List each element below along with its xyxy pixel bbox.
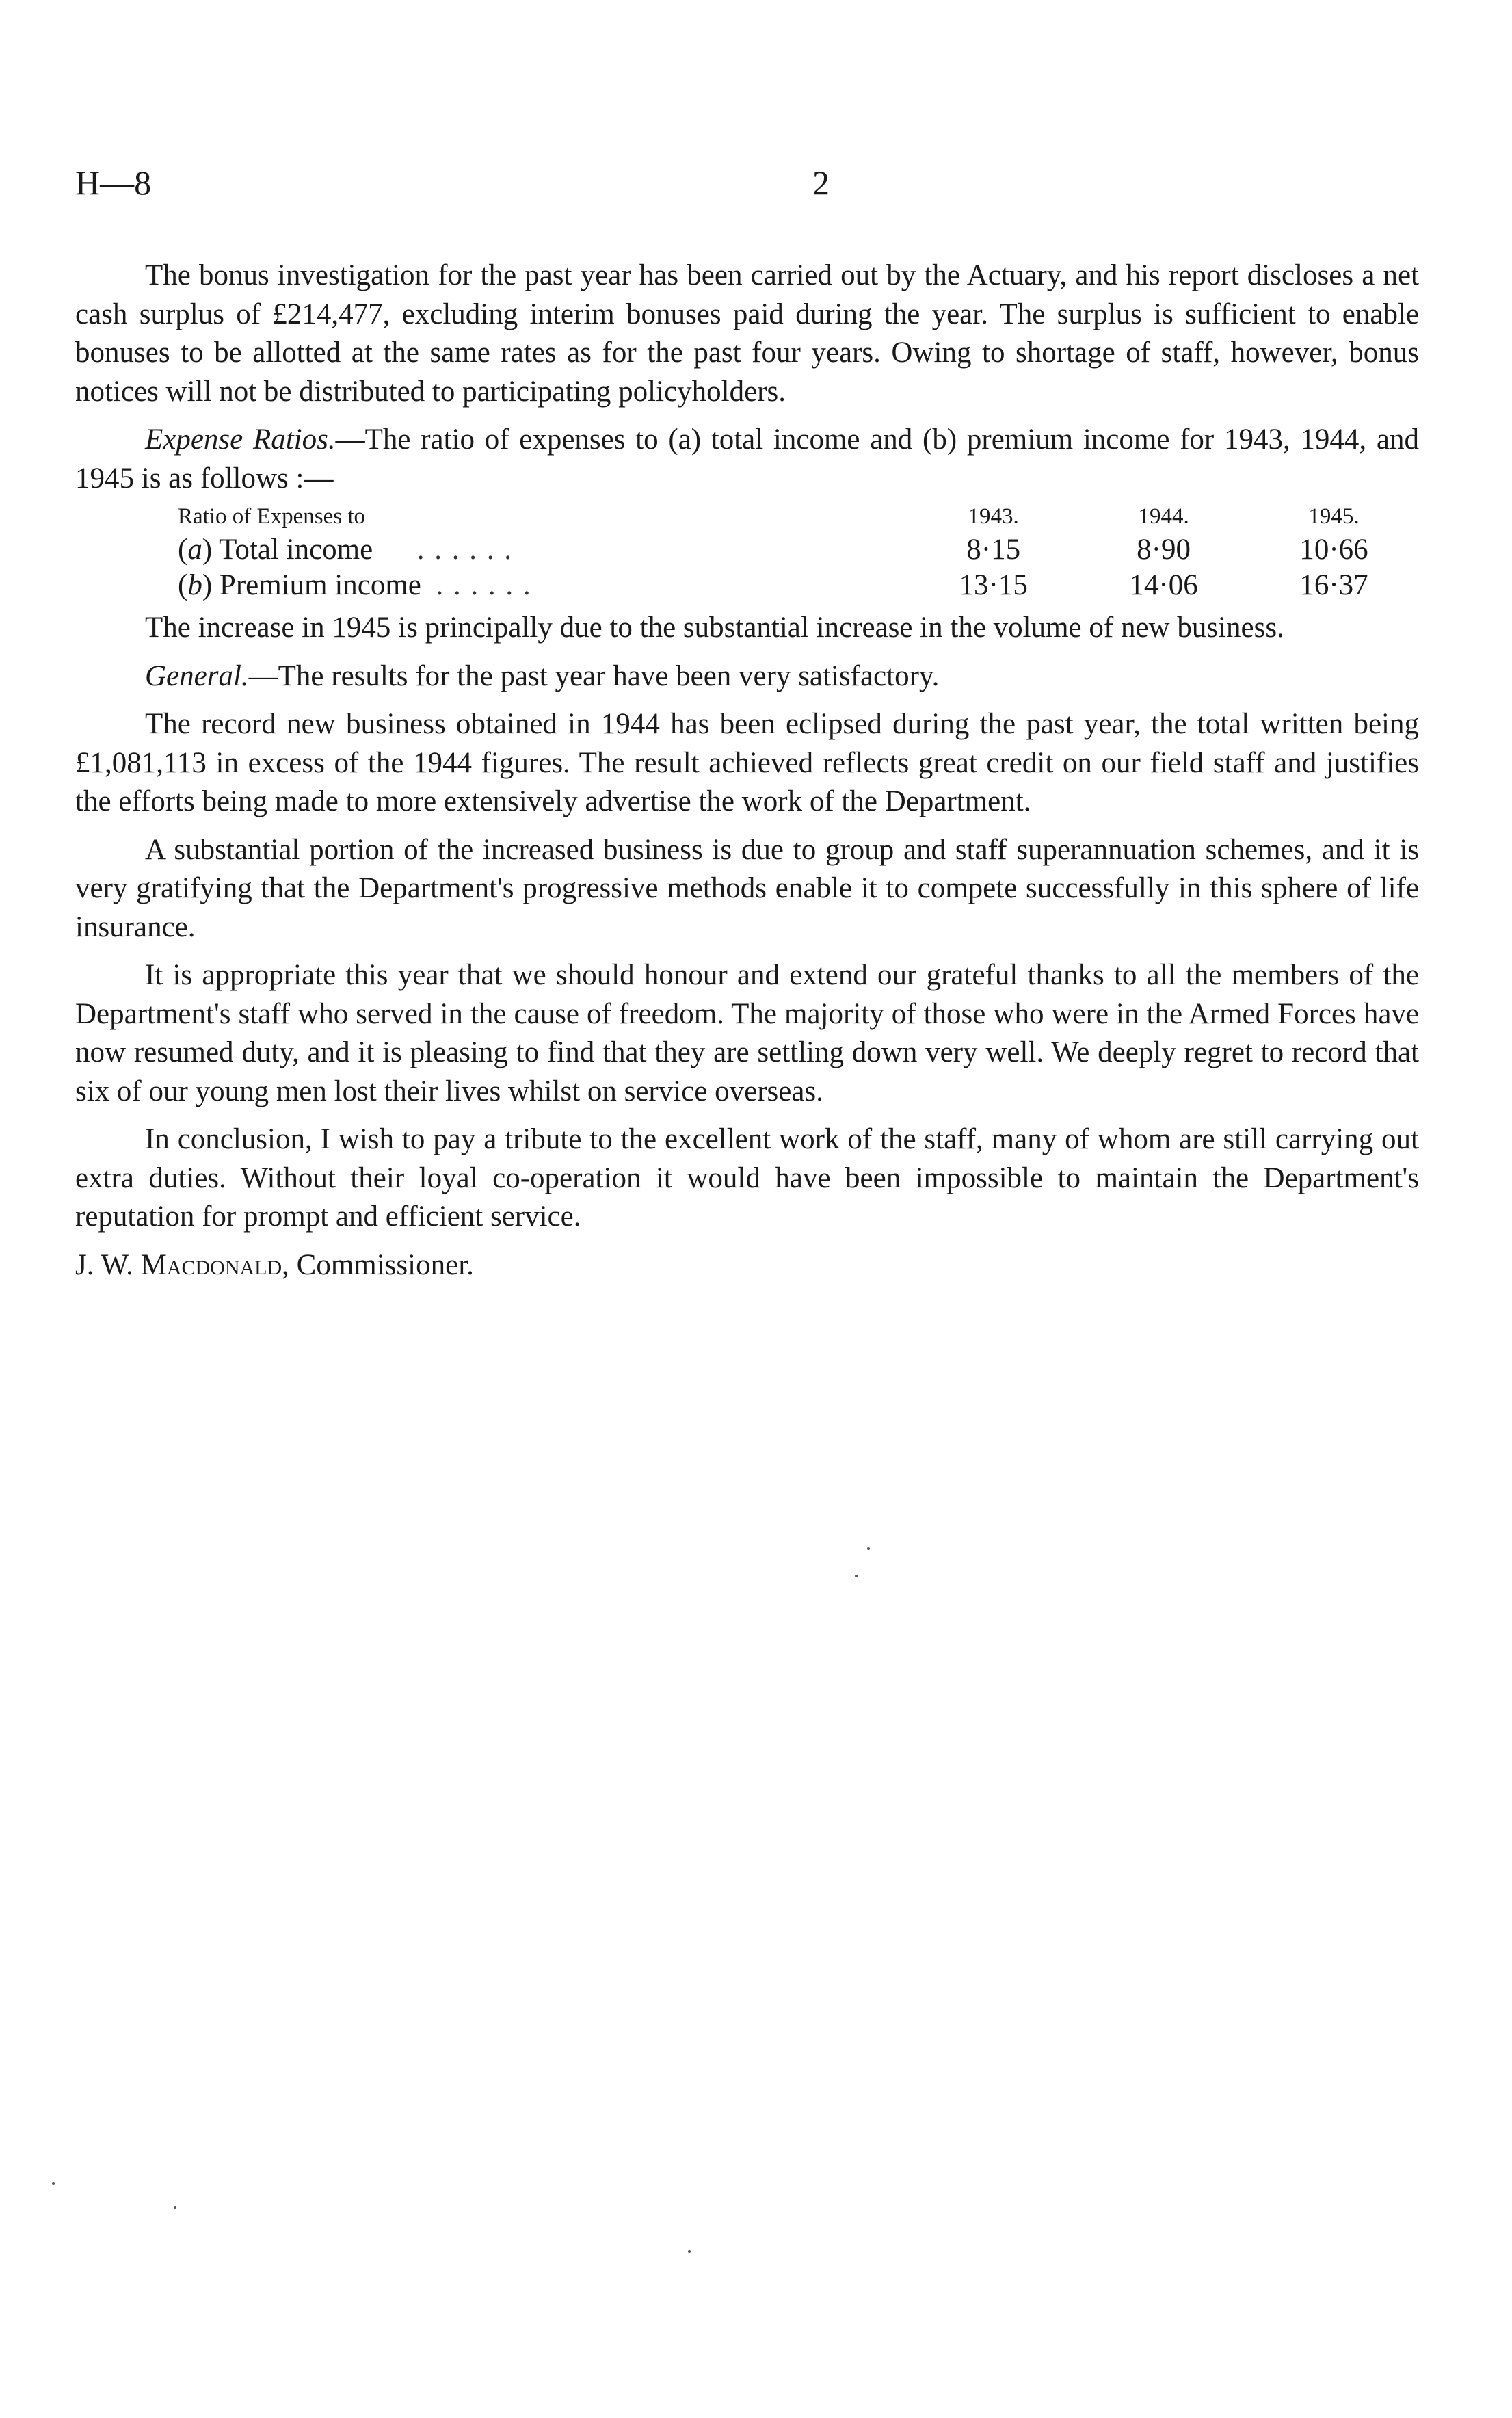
expense-ratios-intro: —The ratio of expenses to (a) total income and (b) premium income for 1943, 1944, and 1945 is as follows :— [75,423,1419,495]
print-speck [52,2182,55,2185]
paragraph-honour: It is appropriate this year that we should honour and extend our grateful thanks to all the members of the Department's staff who served in the cause of freedom. The majority of those who were in the Armed Forces have now resumed duty, and it is pleasing to find that they are settling down very well. We deeply regret to record that six of our young men lost their lives whilst on service overseas. [75,959,1419,1107]
paragraph-bonus: The bonus investigation for the past year has been carried out by the Actuary, and his report discloses a net cash surplus of £214,477, excluding interim bonuses paid during the year. The surplus is sufficient to enable bonuses to be allotted at the same rates as for the past four years. Owing to shortage of staff, however, bonus notices will not be distributed to participating policyholders. [75,259,1419,408]
expense-table-year-1944: 1944. [1138,504,1189,529]
print-speck [855,1575,858,1577]
row-marker-a: a [187,534,202,566]
report-body [75,257,1419,1294]
expense-table-header-row [75,501,1419,532]
expense-ratio-table [75,501,1419,603]
value-total-income-1945: 10·66 [1299,534,1368,566]
signature-initials: J. W. [75,1248,133,1281]
value-premium-income-1944: 14·06 [1129,569,1198,601]
row-marker-b: b [187,569,202,601]
report-code: H—8 [75,163,152,202]
signature-title: , Commissioner. [282,1248,474,1281]
value-premium-income-1943: 13·15 [959,569,1028,601]
paragraph-superannuation: A substantial portion of the increased business is due to group and staff superannuation schemes, and it is very gratifying that the Department's progressive methods enable it to compete successfully in this sphere of life insurance. [75,833,1419,943]
value-total-income-1944: 8·90 [1137,534,1191,566]
paragraph-expense-ratios [75,421,1419,498]
expense-table-year-1945: 1945. [1308,504,1360,529]
expense-table-label-header: Ratio of Expenses to [178,504,366,529]
expense-table-row-total-income [75,532,1419,568]
page-number: 2 [812,163,830,202]
signature-surname: Macdonald [140,1248,282,1281]
value-total-income-1943: 8·15 [966,534,1021,566]
page-header [75,163,1436,211]
paragraph-general [75,657,1419,696]
general-heading: General. [145,659,249,692]
paragraph-record-business: The record new business obtained in 1944 has been eclipsed during the past year, the total written being £1,081,113 in excess of the 1944 figures. The result achieved reflects great credit on our field staff and justifies the efforts being made to more extensively advertise the work of the Department. [75,708,1419,817]
row-text-total-income: Total income [219,534,373,566]
print-speck [688,2250,691,2253]
row-label-total-income: (a) Total income . . . . . . [178,534,513,566]
paragraph-increase: The increase in 1945 is principally due to the substantial increase in the volume of new business. [145,612,1284,644]
expense-ratios-heading: Expense Ratios. [145,423,336,456]
print-speck [867,1547,870,1550]
row-leader-dots: . . . . . . [436,569,532,601]
row-text-premium-income: Premium income [219,569,421,601]
print-speck [174,2206,176,2209]
row-leader-dots: . . . . . . [416,534,513,566]
row-label-premium-income: (b) Premium income . . . . . . [178,569,532,601]
expense-table-year-1943: 1943. [968,504,1019,529]
signature-line [75,1246,1419,1285]
expense-table-row-premium-income [75,568,1419,603]
value-premium-income-1945: 16·37 [1299,569,1368,601]
general-text: —The results for the past year have been very satisfactory. [248,659,940,692]
paragraph-conclusion: In conclusion, I wish to pay a tribute to the excellent work of the staff, many of whom are still carrying out extra duties. Without their loyal co-operation it would have been impossible to maintain the Department's reputation for prompt and efficient service. [75,1123,1419,1233]
